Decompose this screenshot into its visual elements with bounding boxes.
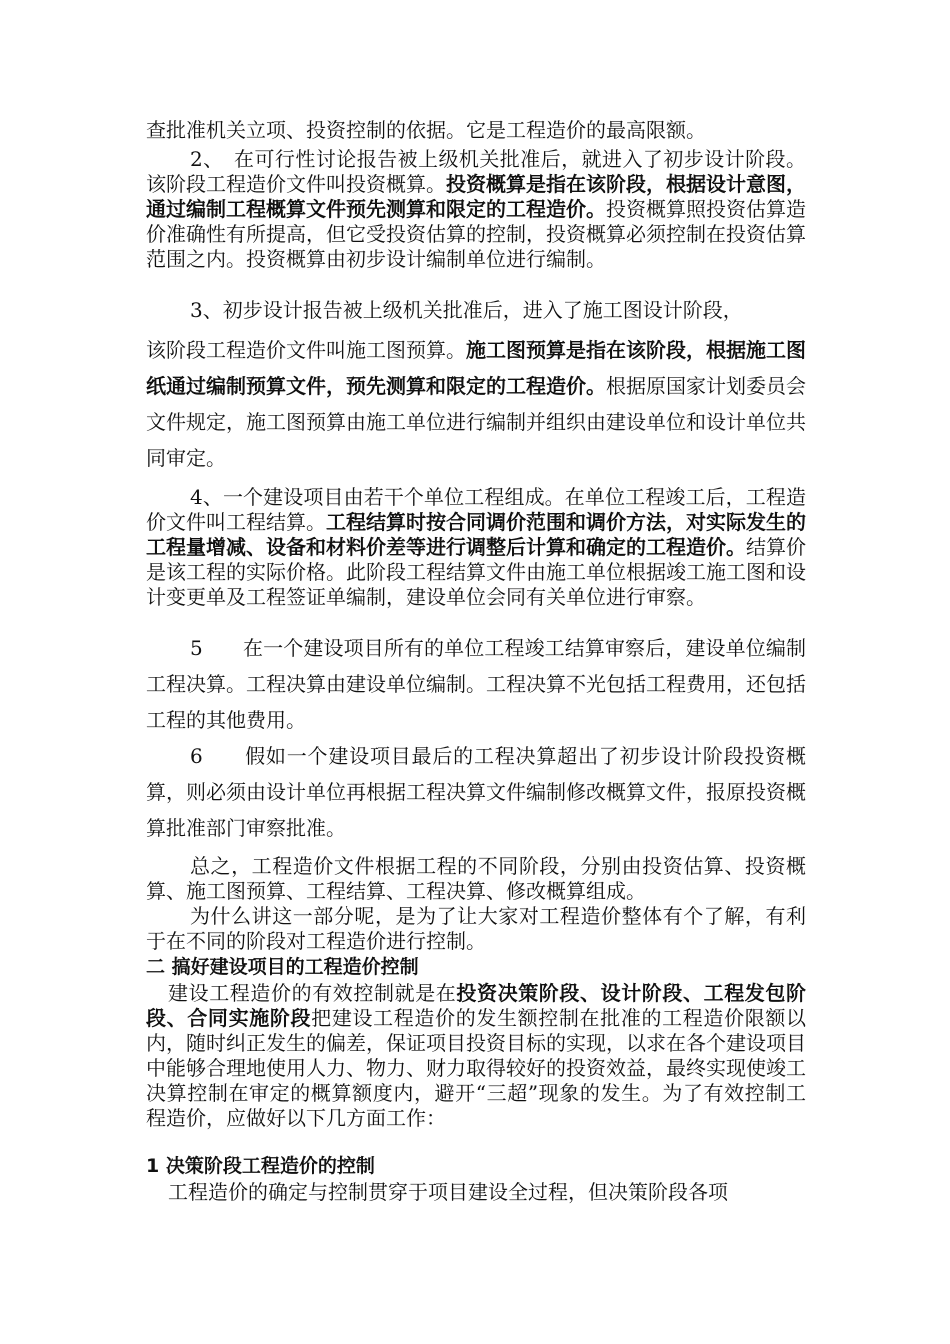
paragraph-text: 投资概算照投资估算造价准确性有所提高，但它受投资估算的控制，投资概算必须控制在投资估算范围之内。投资概算由初步设计编制单位进行编制。 [146, 197, 806, 271]
paragraph-text: 结算价是该工程的实际价格。此阶段工程结算文件由施工单位根据竣工施工图和设计变更单及工程签证单编制，建设单位会同有关单位进行审察。 [146, 535, 806, 609]
paragraph-revised-budget [146, 738, 806, 846]
paragraph-bold-text: 施工图预算是指在该阶段，根据施工图纸通过编制预算文件，预先测算和限定的工程造价。 [146, 338, 806, 398]
section-heading-cost-control: 二 搞好建设项目的工程造价控制 [146, 956, 419, 978]
paragraph-text: 根据原国家计划委员会文件规定，施工图预算由施工单位进行编制并组织由建设单位和设计单位共同审定。 [146, 374, 806, 470]
paragraph-text: 工程造价的确定与控制贯穿于项目建设全过程，但决策阶段各项 [168, 1180, 728, 1204]
subsection-heading-decision-stage: 1 决策阶段工程造价的控制 [146, 1155, 375, 1177]
paragraph-bold-text: 投资概算是指在该阶段，根据设计意图，通过编制工程概算文件预先测算和限定的工程造价。 [146, 172, 806, 221]
paragraph-estimate-end [146, 118, 806, 143]
paragraph-text: 6 假如一个建设项目最后的工程决算超出了初步设计阶段投资概算，则必须由设计单位再根据工程决算文件编制修改概算文件，报原投资概算批准部门审察批准。 [146, 744, 806, 840]
paragraph-construction-drawing-line1 [146, 298, 806, 323]
paragraph-text: 该阶段工程造价文件叫施工图预算。 [146, 338, 466, 362]
paragraph-effective-control [146, 981, 806, 1131]
paragraph-text: 为什么讲这一部分呢，是为了让大家对工程造价整体有个了解，有利于在不同的阶段对工程造价进行控制。 [146, 904, 806, 953]
paragraph-text: 3、初步设计报告被上级机关批准后，进入了施工图设计阶段， [190, 298, 743, 322]
paragraph-text: 把建设工程造价的发生额控制在批准的工程造价限额以内，随时纠正发生的偏差，保证项目投资目标的实现，以求在各个建设项目中能够合理地使用人力、物力、财力取得较好的投资效益，最终实现使竣工决算控制在审定的概算额度内，避开“三超”现象的发生。为了有效控制工程造价，应做好以下几方面工作： [146, 1006, 807, 1130]
paragraph-investment-budget [146, 147, 806, 272]
paragraph-text: 建设工程造价的有效控制就是在 [168, 981, 457, 1005]
paragraph-construction-drawing-budget [146, 332, 806, 476]
paragraph-text: 2、 在可行性讨论报告被上级机关批准后，就进入了初步设计阶段。该阶段工程造价文件叫投资概算。 [146, 147, 806, 196]
paragraph-text: 总之，工程造价文件根据工程的不同阶段，分别由投资估算、投资概算、施工图预算、工程结算、工程决算、修改概算组成。 [146, 854, 806, 903]
paragraph-bold-text: 投资决策阶段、设计阶段、工程发包阶段、合同实施阶段 [146, 981, 807, 1030]
paragraph-purpose [146, 904, 806, 954]
paragraph-summary [146, 854, 806, 904]
paragraph-text: 查批准机关立项、投资控制的依据。它是工程造价的最高限额。 [146, 118, 706, 142]
paragraph-text: 4、一个建设项目由若干个单位工程组成。在单位工程竣工后，工程造价文件叫工程结算。 [146, 485, 806, 534]
paragraph-bold-text: 工程结算时按合同调价范围和调价方法，对实际发生的工程量增减、设备和材料价差等进行调整后计算和确定的工程造价。 [146, 510, 806, 559]
paragraph-final-accounts [146, 630, 806, 738]
paragraph-decision-stage [146, 1180, 806, 1205]
paragraph-text: 5 在一个建设项目所有的单位工程竣工结算审察后，建设单位编制工程决算。工程决算由建设单位编制。工程决算不光包括工程费用，还包括工程的其他费用。 [146, 636, 806, 732]
paragraph-project-settlement [146, 485, 806, 610]
